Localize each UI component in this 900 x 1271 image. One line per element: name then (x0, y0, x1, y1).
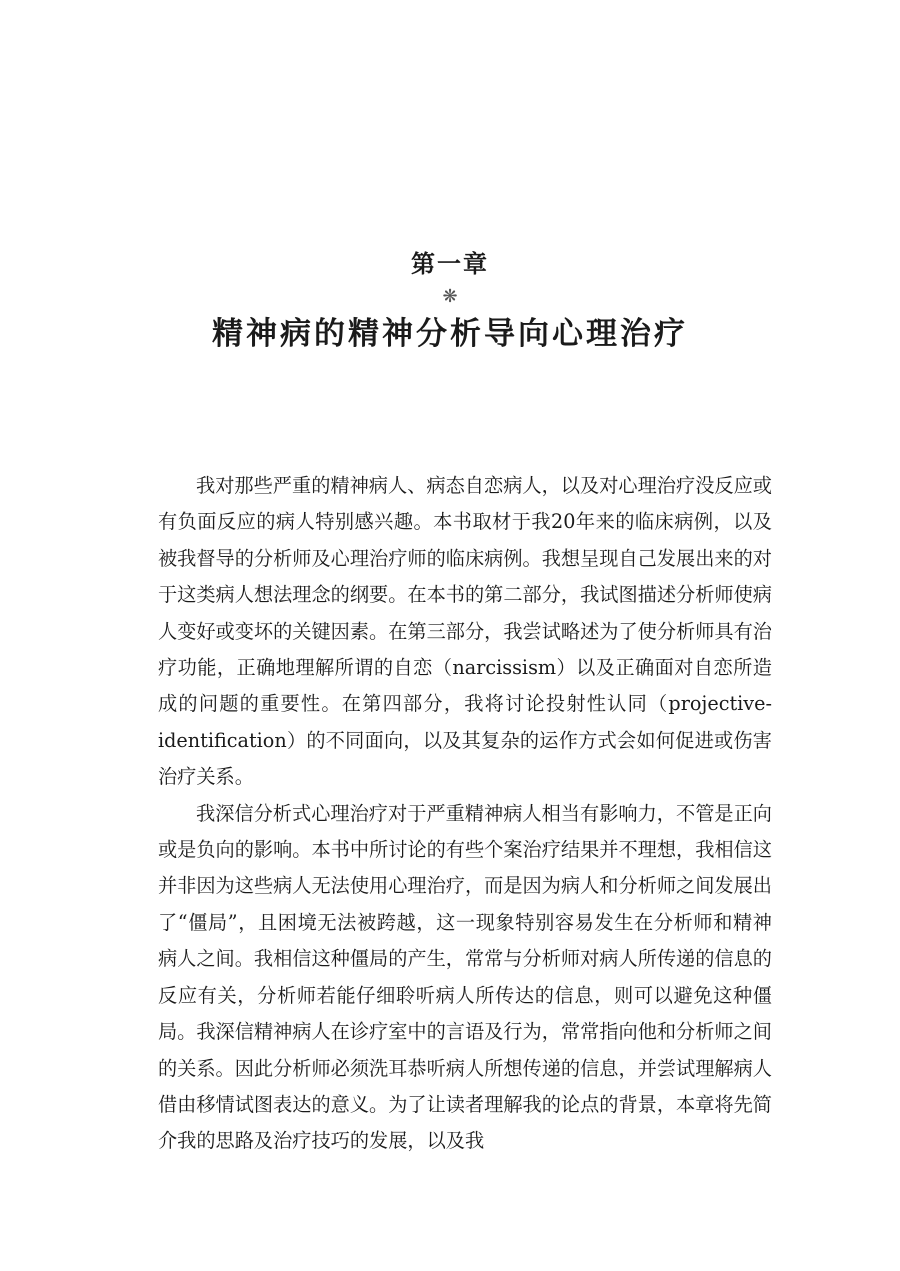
paragraph-2: 我深信分析式心理治疗对于严重精神病人相当有影响力，不管是正向或是负向的影响。本书中所讨论的有些个案治疗结果并不理想，我相信这并非因为这些病人无法使用心理治疗，而是因为病人和分析师之间发展出了“僵局”，且困境无法被跨越，这一现象特别容易发生在分析师和精神病人之间。我相信这种僵局的产生，常常与分析师对病人所传递的信息的反应有关，分析师若能仔细聆听病人所传达的信息，则可以避免这种僵局。我深信精神病人在诊疗室中的言语及行为，常常指向他和分析师之间的关系。因此分析师必须洗耳恭听病人所想传递的信息，并尝试理解病人借由移情试图表达的意义。为了让读者理解我的论点的背景，本章将先简介我的思路及治疗技巧的发展，以及我 (158, 801, 772, 1153)
chapter-title: 精神病的精神分析导向心理治疗 (212, 316, 688, 352)
paragraph-1: 我对那些严重的精神病人、病态自恋病人，以及对心理治疗没反应或有负面反应的病人特别感兴趣。本书取材于我20年来的临床病例，以及被我督导的分析师及心理治疗师的临床病例。我想呈现自己发展出来的对于这类病人想法理念的纲要。在本书的第二部分，我试图描述分析师使病人变好或变坏的关键因素。在第三部分，我尝试略述为了使分析师具有治疗功能，正确地理解所谓的自恋（narcissism）以及正确面对自恋所造成的问题的重要性。在第四部分，我将讨论投射性认同（projective-identification）的不同面向，以及其复杂的运作方式会如何促进或伤害治疗关系。 (158, 474, 772, 789)
ornament-icon: ❋ (442, 286, 458, 307)
body-text (158, 468, 772, 1160)
chapter-number: 第一章 (411, 249, 489, 278)
